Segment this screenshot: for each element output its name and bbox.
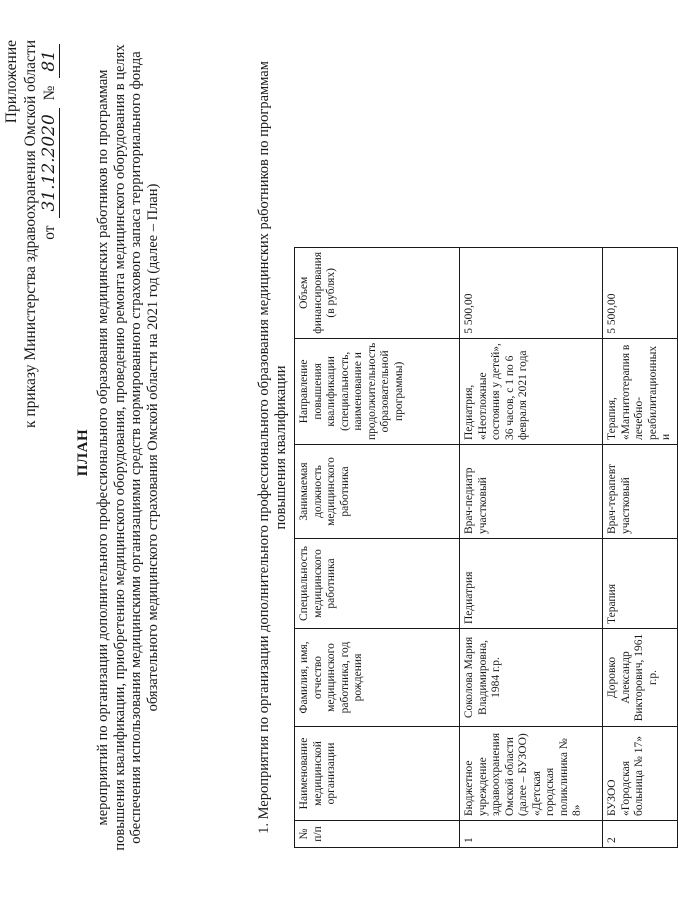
header-amount: Объем финансирования (в рублях) — [295, 247, 460, 338]
cell-organization: Бюджетное учреждение здравоохранения Омской области (далее – БУЗОО) «Детская городская поликлиника № 8» — [460, 727, 603, 821]
plan-subtitle: мероприятий по организации дополнительного профессионального образования медицинских работников по программам повышения квалификации, приобретению медицинского оборудования, проведению ремонта медицинского оборудования в целях обеспечения использования медицинскими организациями средств нормированного страхового запаса территориального фонда обязательного медицинского страхования Омской области на 2021 год (далее – План) — [95, 44, 161, 851]
appendix-title: Приложение — [3, 40, 20, 124]
header-direction: Направление повышения квалификации (специальность, наименование и продолжительность образовательной программы) — [295, 338, 460, 444]
cell-num: 2 — [603, 821, 678, 848]
cell-amount: 5 500,00 — [460, 247, 603, 338]
cell-person: Доровко Александр Викторович, 1961 г.р. — [603, 629, 678, 727]
plan-table — [294, 247, 678, 848]
from-label: от — [41, 225, 58, 240]
plan-title: ПЛАН — [75, 428, 91, 477]
handwritten-date: 31.12.2020 — [40, 108, 60, 217]
header-organization: Наименование медицинской организации — [295, 727, 460, 821]
number-label: № — [41, 85, 58, 101]
table-row — [460, 247, 603, 847]
cell-amount: 5 500,00 — [603, 247, 678, 338]
header-num: № п/п — [295, 821, 460, 848]
section-title: 1. Мероприятия по организации дополнительного профессионального образования медицинских работников по программам повышения квалификации — [256, 61, 289, 834]
cell-position: Врач-терапевт участковый — [603, 445, 678, 539]
header-person: Фамилия, имя, отчество медицинского работника, год рождения — [295, 629, 460, 727]
cell-specialty: Педиатрия — [460, 539, 603, 629]
cell-direction: Педиатрия, «Неотложные состояния у детей», 36 часов, с 1 по 6 февраля 2021 года — [460, 338, 603, 444]
cell-num: 1 — [460, 821, 603, 848]
cell-direction: Терапия, «Магнитотерапия в лечебно-реабилитационных и — [603, 338, 678, 444]
cell-specialty: Терапия — [603, 539, 678, 629]
appendix-date-line — [40, 40, 60, 240]
handwritten-number: 81 — [40, 44, 60, 78]
table-header-row — [295, 247, 460, 847]
appendix-order-ref: к приказу Министерства здравоохранения Омской области — [22, 40, 39, 429]
table-row — [603, 247, 678, 847]
appendix-block — [2, 40, 60, 428]
header-position: Занимаемая должность медицинского работника — [295, 445, 460, 539]
cell-organization: БУЗОО «Городская больница № 17» — [603, 727, 678, 821]
cell-person: Соколова Мария Владимировна, 1984 г.р. — [460, 629, 603, 727]
cell-position: Врач-педиатр участковый — [460, 445, 603, 539]
header-specialty: Специальность медицинского работника — [295, 539, 460, 629]
